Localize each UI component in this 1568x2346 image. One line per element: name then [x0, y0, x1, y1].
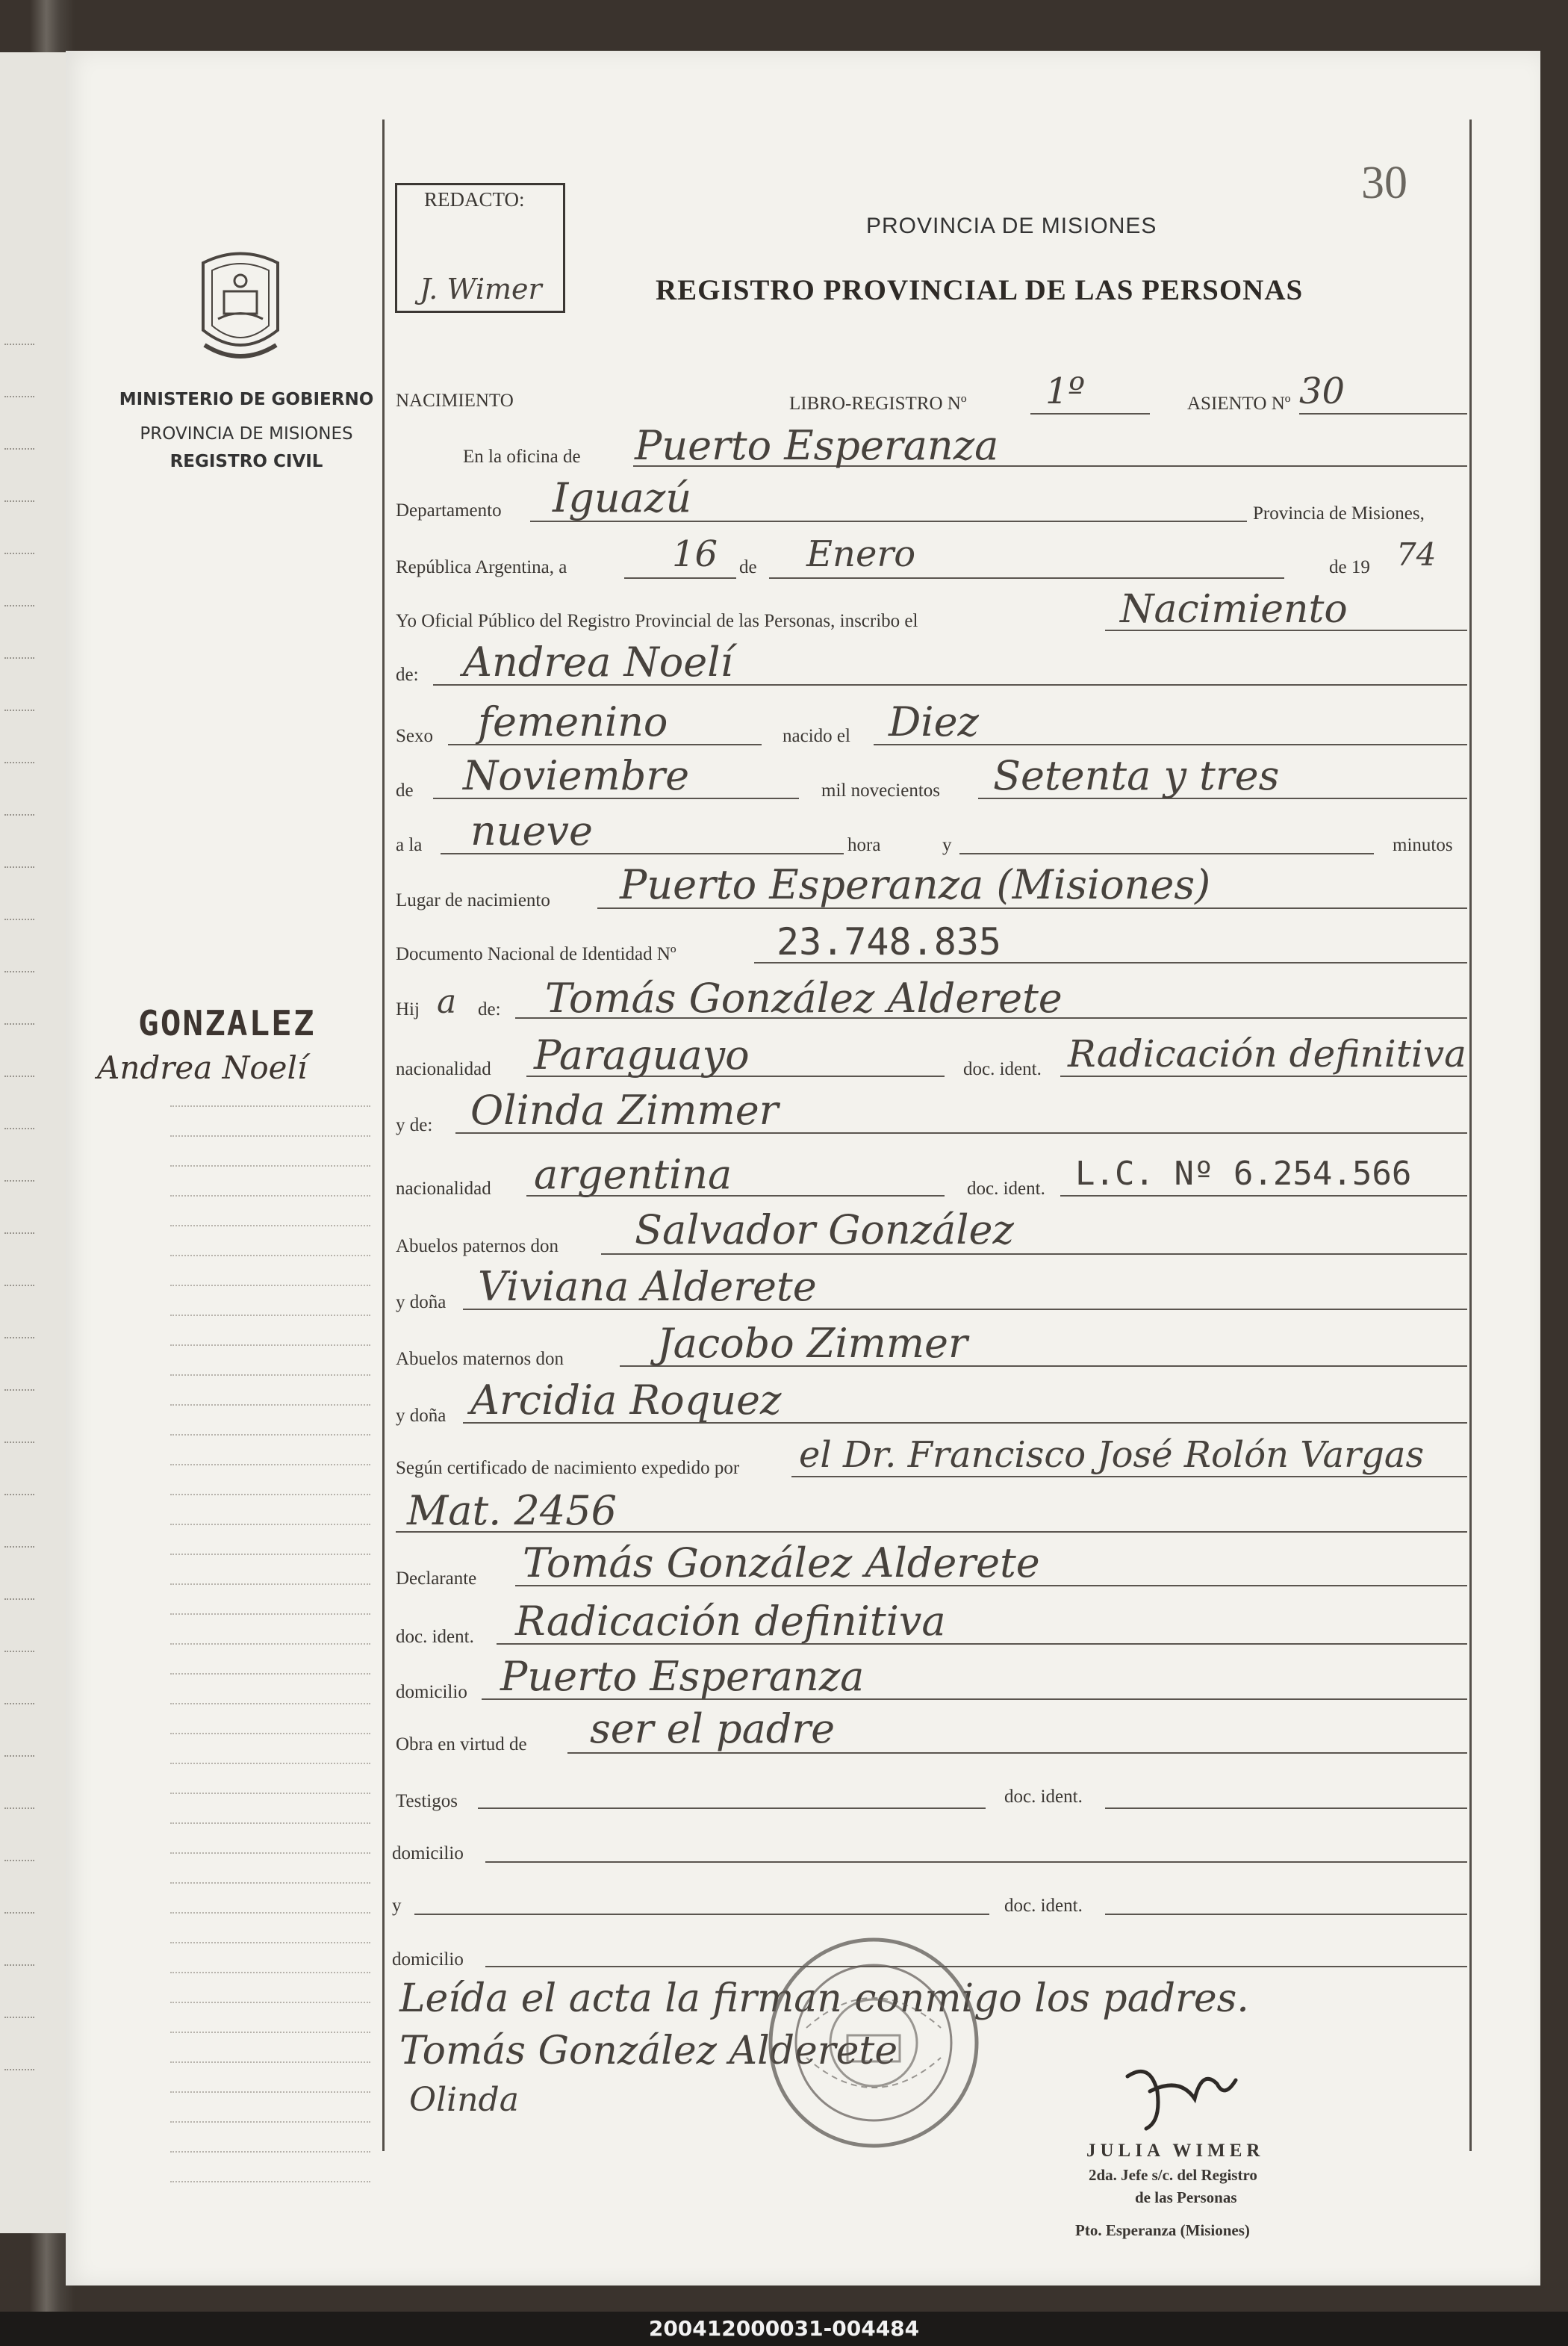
redacto-value: J. Wimer	[420, 273, 542, 305]
sexo-value: femenino	[478, 698, 668, 745]
dni-label: Documento Nacional de Identidad Nº	[396, 944, 676, 964]
de-19-label: de 19	[1329, 557, 1370, 577]
nacionalidad-label: nacionalidad	[396, 1059, 491, 1079]
padre-doc: Radicación definitiva	[1068, 1032, 1466, 1076]
madre-value: Olinda Zimmer	[470, 1087, 779, 1134]
declarante-value: Tomás González Alderete	[523, 1539, 1040, 1586]
nacimiento-label: NACIMIENTO	[396, 391, 514, 411]
padre-value: Tomás González Alderete	[545, 975, 1063, 1022]
ministry-province: PROVINCIA DE MISIONES	[140, 424, 353, 444]
nacionalidad2-label: nacionalidad	[396, 1179, 491, 1199]
doc-ident2-label: doc. ident.	[967, 1179, 1045, 1199]
abuelo-p-value: Salvador González	[635, 1206, 1014, 1253]
hora-label: hora	[847, 835, 881, 855]
doc-ident3-label: doc. ident.	[396, 1627, 474, 1647]
mes-nac-value: Noviembre	[463, 752, 690, 799]
hij-label: Hij	[396, 999, 420, 1020]
nombre-value: Andrea Noelí	[463, 639, 733, 686]
certificado-value: el Dr. Francisco José Rolón Vargas	[799, 1434, 1425, 1476]
margin-divider	[382, 120, 385, 2151]
domicilio-value: Puerto Esperanza	[500, 1653, 865, 1700]
y-dona2-label: y doña	[396, 1406, 447, 1426]
fecha-mes: Enero	[806, 533, 916, 575]
hij-suffix: a	[437, 983, 457, 1021]
lugar-label: Lugar de nacimiento	[396, 890, 550, 910]
domicilio3-label: domicilio	[392, 1949, 464, 1970]
departamento-value: Iguazú	[553, 474, 692, 521]
ministry-name: MINISTERIO DE GOBIERNO	[119, 390, 374, 409]
abuelos-p-label: Abuelos paternos don	[396, 1236, 559, 1256]
madre-nacionalidad: argentina	[534, 1151, 732, 1198]
redacto-label: REDACTO:	[424, 188, 525, 211]
ministry-registry: REGISTRO CIVIL	[169, 452, 323, 471]
nacido-label: nacido el	[783, 726, 850, 746]
certificado-label: Según certificado de nacimiento expedido por	[396, 1458, 740, 1478]
footer-bar	[0, 2312, 1568, 2346]
document-id: 200412000031-004484	[648, 2316, 920, 2341]
provincia-suffix: Provincia de Misiones,	[1253, 503, 1425, 524]
anio-nac-value: Setenta y tres	[993, 752, 1280, 799]
de2-label: de	[396, 781, 414, 801]
firma-madre: Olinda	[409, 2081, 519, 2119]
officer-location: Pto. Esperanza (Misiones)	[1075, 2221, 1250, 2239]
asiento-value: 30	[1299, 370, 1345, 412]
sexo-label: Sexo	[396, 726, 433, 746]
province-title: PROVINCIA DE MISIONES	[866, 214, 1157, 238]
libro-label: LIBRO-REGISTRO Nº	[789, 394, 967, 414]
declarante-doc: Radicación definitiva	[515, 1598, 946, 1645]
hij-de-label: de:	[478, 999, 501, 1020]
declarante-label: Declarante	[396, 1568, 477, 1589]
matricula-value: Mat. 2456	[407, 1487, 617, 1534]
dni-value: 23.748.835	[777, 920, 1002, 963]
doc-ident4-label: doc. ident.	[1004, 1787, 1083, 1807]
officer-signature-icon	[1105, 2046, 1254, 2136]
right-border	[1469, 120, 1472, 2151]
a-la-label: a la	[396, 835, 423, 855]
oficina-value: Puerto Esperanza	[635, 422, 999, 469]
officer-title: 2da. Jefe s/c. del Registro	[1089, 2166, 1257, 2184]
fecha-anio: 74	[1396, 536, 1437, 573]
margin-surname: GONZALEZ	[138, 1003, 316, 1043]
domicilio-label: domicilio	[396, 1682, 467, 1702]
departamento-label: Departamento	[396, 500, 502, 521]
testigos-label: Testigos	[396, 1791, 458, 1811]
lugar-value: Puerto Esperanza (Misiones)	[620, 861, 1211, 908]
madre-doc: L.C. Nº 6.254.566	[1075, 1155, 1412, 1193]
officer-office: de las Personas	[1135, 2188, 1237, 2206]
de-label: de	[739, 557, 757, 577]
padre-nacionalidad: Paraguayo	[534, 1031, 750, 1079]
doc-ident5-label: doc. ident.	[1004, 1896, 1083, 1916]
margin-given-names: Andrea Noelí	[97, 1049, 308, 1086]
officer-name: JULIA WIMER	[1086, 2141, 1265, 2161]
coat-of-arms-icon	[188, 248, 293, 369]
oficial-value: Nacimiento	[1120, 587, 1348, 632]
domicilio2-label: domicilio	[392, 1843, 464, 1864]
oficial-label: Yo Oficial Público del Registro Provincial de las Personas, inscribo el	[396, 611, 918, 631]
registry-title: REGISTRO PROVINCIAL DE LAS PERSONAS	[656, 274, 1304, 306]
abuelo-m-value: Jacobo Zimmer	[657, 1320, 968, 1367]
previous-page-edge	[0, 52, 67, 2233]
firma-padre: Tomás González Alderete	[399, 2029, 898, 2073]
y-dona-label: y doña	[396, 1292, 447, 1312]
leida-text: Leída el acta la firman conmigo los padres.	[399, 1976, 1249, 2021]
libro-value: 1º	[1045, 370, 1086, 412]
republica-label: República Argentina, a	[396, 557, 567, 577]
obra-value: ser el padre	[590, 1705, 836, 1752]
fecha-dia: 16	[672, 533, 718, 575]
doc-ident-label: doc. ident.	[963, 1059, 1042, 1079]
de-colon-label: de:	[396, 665, 419, 685]
y2-label: y	[392, 1896, 402, 1916]
obra-label: Obra en virtud de	[396, 1734, 527, 1754]
official-round-seal-icon	[762, 1931, 986, 2155]
y-de-label: y de:	[396, 1115, 433, 1135]
page-number: 30	[1361, 158, 1407, 208]
abuelos-m-label: Abuelos maternos don	[396, 1349, 564, 1369]
minutos-label: minutos	[1393, 835, 1453, 855]
mil-label: mil novecientos	[821, 781, 940, 801]
y-label: y	[942, 835, 952, 855]
oficina-label: En la oficina de	[463, 447, 581, 467]
abuela-p-value: Viviana Alderete	[478, 1263, 817, 1310]
nacido-value: Diez	[889, 698, 979, 745]
redacto-box	[395, 183, 565, 313]
asiento-label: ASIENTO Nº	[1187, 394, 1291, 414]
hora-value: nueve	[470, 807, 593, 854]
abuela-m-value: Arcidia Roquez	[470, 1377, 782, 1424]
